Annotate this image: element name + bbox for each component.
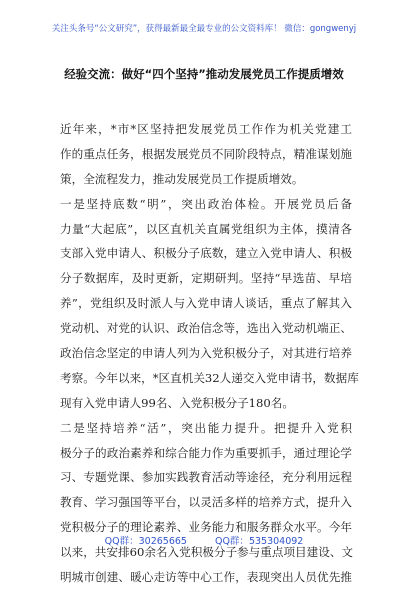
document-title: 经验交流：做好“四个坚持”推动发展党员工作提质增效	[64, 67, 344, 81]
document-body	[60, 117, 359, 590]
text-line: 政治信念坚定的申请人列为入党积极分子，对其进行培养	[60, 346, 352, 361]
text-line: 养”，党组织及时派人与入党申请人谈话，重点了解其入	[60, 296, 352, 311]
text-line: 一是坚持底数“明”，突出政治体检。开展党员后备	[60, 196, 352, 211]
text-line: 二是坚持培养“活”，突出能力提升。把提升入党积	[60, 420, 352, 435]
text-line: 力量“大起底”，以区直机关直属党组织为主体，摸清各	[60, 221, 352, 236]
qq-group-label: QQ群：	[104, 536, 139, 547]
text-line: 以来，共安排60余名入党积极分子参与重点项目建设、文	[60, 545, 354, 560]
paragraph-point-one	[60, 192, 359, 416]
text-line: 党积极分子的理论素养、业务能力和服务群众水平。今年	[60, 520, 352, 535]
text-line: 近年来，*市*区坚持把发展党员工作作为机关党建工	[60, 122, 352, 136]
text-line: 党动机、对党的认识、政治信念等，选出入党动机端正、	[60, 321, 352, 336]
text-line: 极分子的政治素养和综合能力作为重要抓手，通过理论学	[60, 445, 352, 460]
paragraph-intro	[60, 117, 352, 192]
text-line: 策，全流程发力，推动发展党员工作提质增效。	[60, 171, 304, 186]
paragraph-point-two	[60, 416, 352, 590]
text-line: 考察。今年以来，*区直机关32人递交入党申请书，数据库	[60, 370, 359, 385]
promo-banner: 关注头条号“公文研究”，获得最新最全最专业的公文资料库！ 微信：gongwenyj	[51, 24, 357, 34]
text-line: 教育、学习强国等平台，以灵活多样的培养方式，提升入	[60, 495, 352, 510]
text-line: 现有入党申请人99名、入党积极分子180名。	[60, 395, 294, 410]
footer-contact	[0, 533, 408, 547]
text-line: 支部入党申请人、积极分子底数，建立入党申请人、积极	[60, 246, 352, 261]
qq-group-number: 535304092	[248, 536, 304, 547]
text-line: 分子数据库，及时更新，定期研判。坚持“早选苗、早培	[60, 271, 352, 286]
text-line: 明城市创建、暖心走访等中心工作，表现突出人员优先推	[60, 570, 352, 585]
text-line: 作的重点任务，根据发展党员不同阶段特点，精准谋划施	[60, 146, 352, 161]
qq-group-number: 30265665	[138, 536, 187, 547]
qq-group-label: QQ群：	[214, 536, 249, 547]
text-line: 习、专题党课、参加实践教育活动等途径，充分利用远程	[60, 470, 352, 485]
